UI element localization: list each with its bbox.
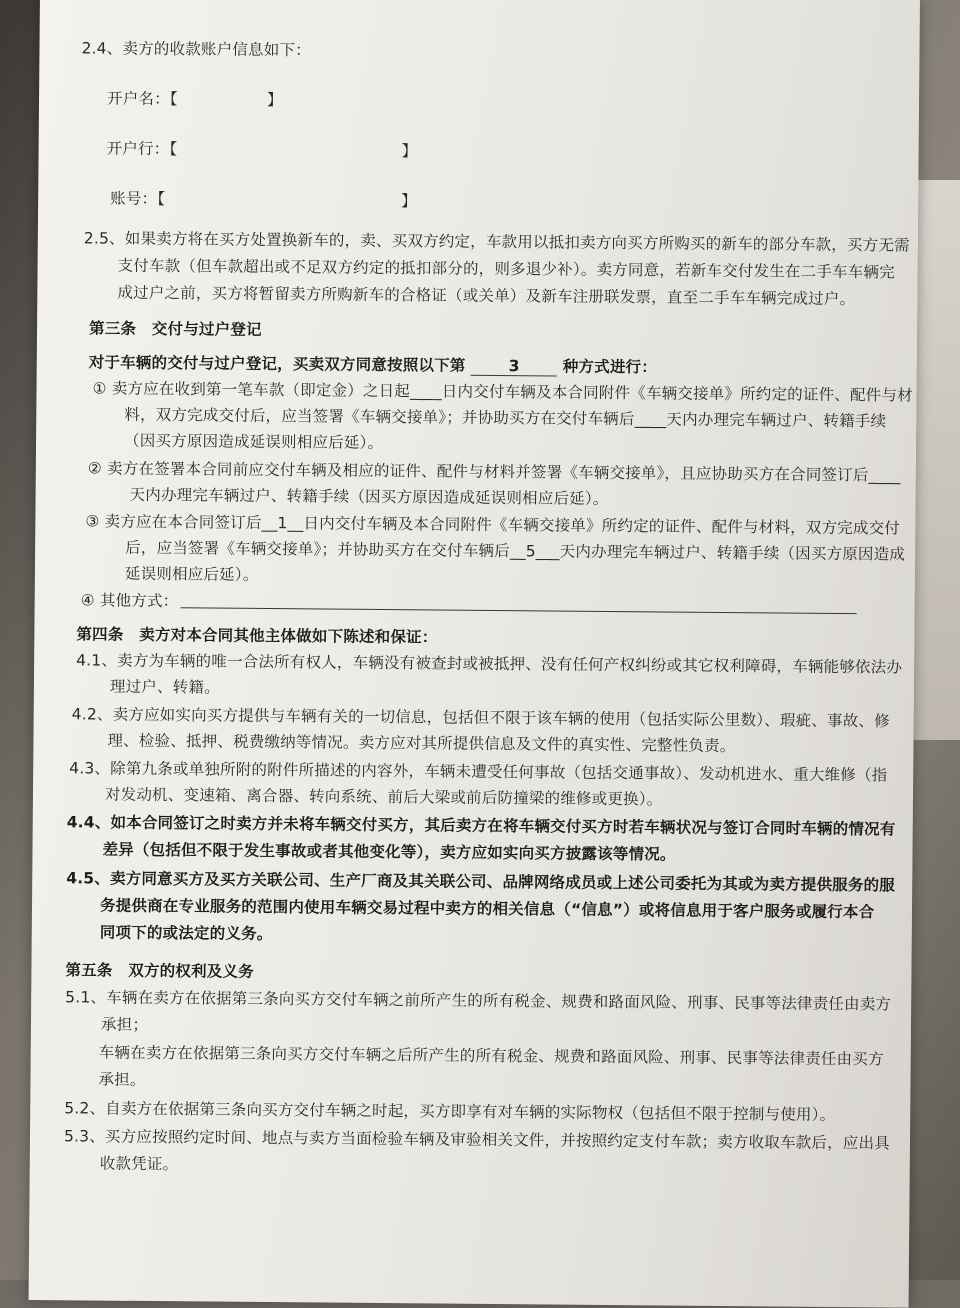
option-3-line-2: 后，应当签署《车辆交接单》；并协助买方在交付车辆后__5___天内办理完车辆过户、转籍手续（因买方原因造成 bbox=[125, 538, 906, 564]
clause-4-5-line-3: 同项下的或法定的义务。 bbox=[99, 923, 273, 944]
option-2-line-2: 天内办理完车辆过户、转籍手续（因买方原因造成延误则相应后延）。 bbox=[129, 485, 609, 508]
clause-5-2-line-1: 5.2、自卖方在依据第三条向买方交付车辆之时起，买方即享有对车辆的实际物权（包括但不限于控制与使用）。 bbox=[64, 1099, 836, 1124]
account-name-label: 开户名：【 bbox=[106, 89, 178, 109]
article-3-title: 第三条 交付与过户登记 bbox=[88, 319, 262, 339]
article-3-intro-a: 对于车辆的交付与过户登记，买卖双方同意按照以下第 bbox=[88, 353, 466, 375]
clause-2-5-line-2: 支付车款（但车款超出或不足双方约定的抵扣部分的，则多退少补）。卖方同意，若新车交付发生在二手车车辆完 bbox=[117, 256, 895, 282]
account-bank-label: 开户行：【 bbox=[106, 139, 178, 159]
clause-2-4-heading: 2.4、卖方的收款账户信息如下： bbox=[81, 39, 311, 60]
clause-4-3-line-1: 4.3、除第九条或单独所附的附件所描述的内容外，车辆未遭受任何事故（包括交通事故）、发动机进水、重大维修（指 bbox=[69, 759, 888, 785]
article-5-title: 第五条 双方的权利及义务 bbox=[65, 961, 254, 981]
clause-4-2-line-1: 4.2、卖方应如实向买方提供与车辆有关的一切信息，包括但不限于该车辆的使用（包括实际公里数）、瑕疵、事故、修 bbox=[71, 705, 890, 731]
article-3-intro bbox=[89, 350, 657, 377]
clause-2-5-line-1: 2.5、如果卖方将在买方处置换新车的，卖、买双方约定，车款用以抵扣卖方向买方所购买的新车的部分车款，买方无需 bbox=[83, 229, 910, 255]
clause-5-3-line-1: 5.3、买方应按照约定时间、地点与卖方当面检验车辆及审验相关文件，并按照约定支付车款；卖方收取车款后，应出具 bbox=[63, 1127, 891, 1153]
delivery-method-choice: 3 bbox=[471, 357, 557, 377]
clause-5-1-line-4: 承担。 bbox=[98, 1070, 146, 1089]
clause-4-3-line-2: 对发动机、变速箱、离合器、转向系统、前后大梁或前后防撞梁的维修或更换）。 bbox=[104, 785, 663, 809]
clause-4-1-line-2: 理过户、转籍。 bbox=[109, 677, 220, 697]
clause-5-1-line-1: 5.1、车辆在卖方在依据第三条向买方交付车辆之前所产生的所有税金、规费和路面风险、刑事、民事等法律责任由卖方 bbox=[65, 988, 892, 1014]
clause-2-5-line-3: 成过户之前，买方将暂留卖方所购新车的合格证（或关单）及新车注册联发票，直至二手车车辆完成过户。 bbox=[117, 283, 856, 309]
clause-4-5-line-1: 4.5、卖方同意买方及买方关联公司、生产厂商及其关联公司、品牌网络成员或上述公司委托为其或为卖方提供服务的服 bbox=[66, 869, 896, 895]
option-3-line-3: 延误则相应后延）。 bbox=[124, 564, 259, 584]
clause-4-5-line-2: 务提供商在专业服务的范围内使用车辆交易过程中卖方的相关信息（“信息”）或将信息用于客户服务或履行本合 bbox=[99, 896, 875, 922]
clause-5-3-line-2: 收款凭证。 bbox=[99, 1154, 179, 1174]
option-4-label: ④ 其他方式： bbox=[80, 591, 179, 611]
clause-4-4-line-2: 差异（包括但不限于发生事故或者其他变化等），卖方应如实向买方披露该等情况。 bbox=[102, 840, 676, 864]
clause-4-1-line-1: 4.1、卖方为车辆的唯一合法所有权人，车辆没有被查封或被抵押、没有任何产权纠纷或其它权利障碍，车辆能够依法办 bbox=[76, 651, 903, 677]
article-3-intro-b: 种方式进行： bbox=[562, 357, 658, 377]
account-number-label: 账号：【 bbox=[110, 189, 166, 209]
option-2-line-1: ② 卖方在签署本合同前应交付车辆及相应的证件、配件与材料并签署《车辆交接单》，且应协助买方在合同签订后____ bbox=[87, 459, 901, 485]
account-bank-close: 】 bbox=[401, 142, 418, 161]
option-1-line-1: ① 卖方应在收到第一笔车款（即定金）之日起____日内交付车辆及本合同附件《车辆交接单》所约定的证件、配件与材 bbox=[92, 379, 913, 405]
article-4-title: 第四条 卖方对本合同其他主体做如下陈述和保证： bbox=[76, 625, 438, 647]
option-3-line-1: ③ 卖方应在本合同签订后__1__日内交付车辆及本合同附件《车辆交接单》所约定的证件、配件与材料，双方完成交付 bbox=[85, 512, 901, 538]
contract-page bbox=[29, 0, 920, 1308]
account-name-close: 】 bbox=[266, 90, 283, 110]
clause-5-1-line-3: 车辆在卖方在依据第三条向买方交付车辆之后所产生的所有税金、规费和路面风险、刑事、民事等法律责任由买方 bbox=[98, 1043, 884, 1069]
clause-5-1-line-2: 承担； bbox=[100, 1015, 149, 1034]
option-1-line-2: 料，双方完成交付后，应当签署《车辆交接单》；并协助买方在交付车辆后____天内办理完车辆过户、转籍手续 bbox=[124, 405, 887, 431]
option-1-line-3: （因买方原因造成延误则相应后延）。 bbox=[123, 431, 384, 453]
clause-4-2-line-2: 理、检验、抵押、税费缴纳等情况。卖方应对其所提供信息及文件的真实性、完整性负责。 bbox=[107, 731, 736, 756]
account-number-close: 】 bbox=[401, 192, 417, 211]
clause-4-4-line-1: 4.4、如本合同签订之时卖方并未将车辆交付买方，其后卖方在将车辆交付买方时若车辆状况与签订合同时车辆的情况有 bbox=[66, 813, 896, 839]
option-4-blank-line bbox=[181, 607, 857, 614]
